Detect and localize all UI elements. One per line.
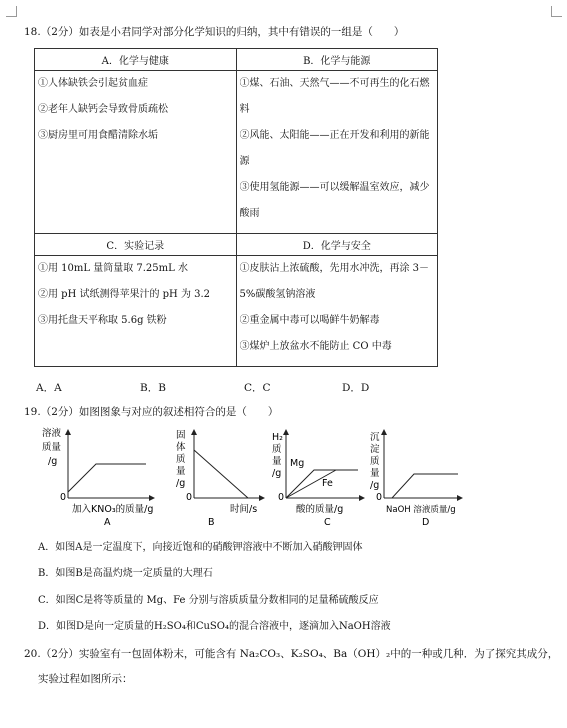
graph-a-ylabel-1: 溶液	[42, 428, 62, 439]
cell-c-line-1: ①用 10mL 量筒量取 7.25mL 水	[38, 263, 188, 274]
cell-c-line-2: ②用 pH 试纸测得苹果汁的 pH 为 3.2	[38, 289, 211, 300]
graph-d-xlabel: NaOH 溶液质量/g	[386, 505, 456, 515]
graph-d-ylabel-4: 量	[370, 468, 380, 479]
graph-d-ylabel-2: 淀	[370, 444, 380, 455]
cell-d-body	[236, 256, 438, 367]
graph-d-origin: 0	[376, 492, 383, 503]
cell-d-line-1: ①皮肤沾上浓硫酸，先用水冲洗，再涂 3－	[239, 263, 430, 274]
cell-b-line-6: 酸雨	[239, 208, 260, 219]
graph-c-xlabel: 酸的质量/g	[296, 504, 344, 515]
graph-d-ylabel-3: 质	[370, 456, 380, 467]
q18-stem: 18.（2分）如表是小君同学对部分化学知识的归纳，其中有错误的一组是（ ）	[24, 26, 405, 38]
cell-a-line-3: ③厨房里可用食醋清除水垢	[38, 130, 158, 141]
graph-c-label-mg: Mg	[290, 458, 305, 469]
graph-c-ylabel-3: 量	[272, 456, 282, 467]
graph-b-xlabel: 时间/s	[230, 504, 258, 515]
graph-b-ylabel-2: 体	[176, 442, 186, 453]
cell-a-header: A．化学与健康	[35, 49, 237, 71]
graph-a-origin: 0	[60, 492, 67, 503]
q19-option-d[interactable]: D．如图D是向一定质量的H₂SO₄和CuSO₄的混合溶液中，逐滴加入NaOH溶液	[38, 621, 391, 632]
graph-b-origin: 0	[186, 492, 193, 503]
q19-option-a[interactable]: A．如图A是一定温度下，向接近饱和的硝酸钾溶液中不断加入硝酸钾固体	[38, 542, 363, 553]
graph-c-ylabel-2: 质	[272, 444, 282, 455]
graph-d-letter: D	[422, 517, 430, 528]
cell-b-line-4: 源	[239, 156, 250, 167]
cell-d-line-4: ③煤炉上放盆水不能防止 CO 中毒	[239, 341, 392, 352]
cell-c-body	[35, 256, 237, 367]
graph-a	[38, 426, 158, 529]
cell-c-line-3: ③用托盘天平称取 5.6g 铁粉	[38, 315, 167, 326]
q19-stem: 19.（2分）如图图象与对应的叙述相符合的是（ ）	[24, 406, 279, 418]
cell-a-line-1: ①人体缺铁会引起贫血症	[38, 78, 148, 89]
graph-b	[172, 426, 272, 529]
graph-c-label-fe: Fe	[322, 478, 333, 489]
graph-c-origin: 0	[278, 492, 285, 503]
graph-a-xlabel: 加入KNO₃的质量/g	[72, 504, 154, 515]
cell-b-line-3: ②风能、太阳能——正在开发和利用的新能	[239, 130, 430, 141]
cell-b-line-2: 料	[239, 104, 250, 115]
cell-d-header: D．化学与安全	[236, 234, 438, 256]
q18-option-c[interactable]: C．C	[244, 382, 271, 394]
graph-d-ylabel-1: 沉	[370, 432, 380, 443]
graph-d-svg	[366, 426, 476, 526]
cell-b-body	[236, 71, 438, 234]
graph-b-ylabel-5: /g	[176, 478, 186, 489]
graph-a-ylabel-2: 质量	[42, 442, 62, 453]
graph-c-letter: C	[324, 517, 331, 528]
cell-d-line-2: 5%碳酸氢钠溶液	[239, 289, 316, 300]
graph-c-ylabel-1: H₂	[272, 432, 283, 443]
q18-option-b[interactable]: B．B	[140, 382, 166, 394]
q19-option-b[interactable]: B．如图B是高温灼烧一定质量的大理石	[38, 568, 213, 579]
graph-d-ylabel-5: /g	[370, 480, 380, 491]
q18-option-a[interactable]: A．A	[36, 382, 62, 394]
corner-mark-top-right	[551, 6, 562, 17]
q18-option-d[interactable]: D．D	[342, 382, 370, 394]
cell-a-body	[35, 71, 237, 234]
graph-d-curve	[384, 474, 458, 498]
graph-b-ylabel-4: 量	[176, 466, 186, 477]
graph-a-ylabel-3: /g	[48, 456, 58, 467]
cell-b-line-5: ③使用氢能源——可以缓解温室效应，减少	[239, 182, 430, 193]
graph-b-ylabel-1: 固	[176, 430, 186, 441]
q18-table	[34, 48, 438, 367]
q20-stem-continued: 实验过程如图所示：	[38, 673, 133, 685]
graph-b-curve	[194, 450, 248, 498]
graph-b-ylabel-3: 质	[176, 454, 186, 465]
graph-a-curve	[68, 464, 146, 492]
cell-a-line-2: ②老年人缺钙会导致骨质疏松	[38, 104, 168, 115]
graph-d	[366, 426, 476, 529]
graph-c	[268, 426, 368, 529]
graph-b-svg	[172, 426, 272, 526]
q19-option-c[interactable]: C．如图C是将等质量的 Mg、Fe 分别与溶质质量分数相同的足量稀硫酸反应	[38, 595, 379, 606]
graph-a-letter: A	[104, 517, 111, 528]
graph-c-ylabel-4: /g	[272, 468, 282, 479]
graph-b-letter: B	[208, 517, 215, 528]
cell-d-line-3: ②重金属中毒可以喝鲜牛奶解毒	[239, 315, 380, 326]
graph-a-svg	[38, 426, 158, 526]
cell-c-header: C．实验记录	[35, 234, 237, 256]
cell-b-line-1: ①煤、石油、天然气——不可再生的化石燃	[239, 78, 430, 89]
cell-b-header: B．化学与能源	[236, 49, 438, 71]
q20-stem: 20.（2分）实验室有一包固体粉末，可能含有 Na₂CO₃、K₂SO₄、Ba（OH）₂中的一种或几种．为了探究其成分，	[24, 648, 559, 660]
graph-c-svg	[268, 426, 368, 526]
corner-mark-top-left	[6, 6, 17, 17]
